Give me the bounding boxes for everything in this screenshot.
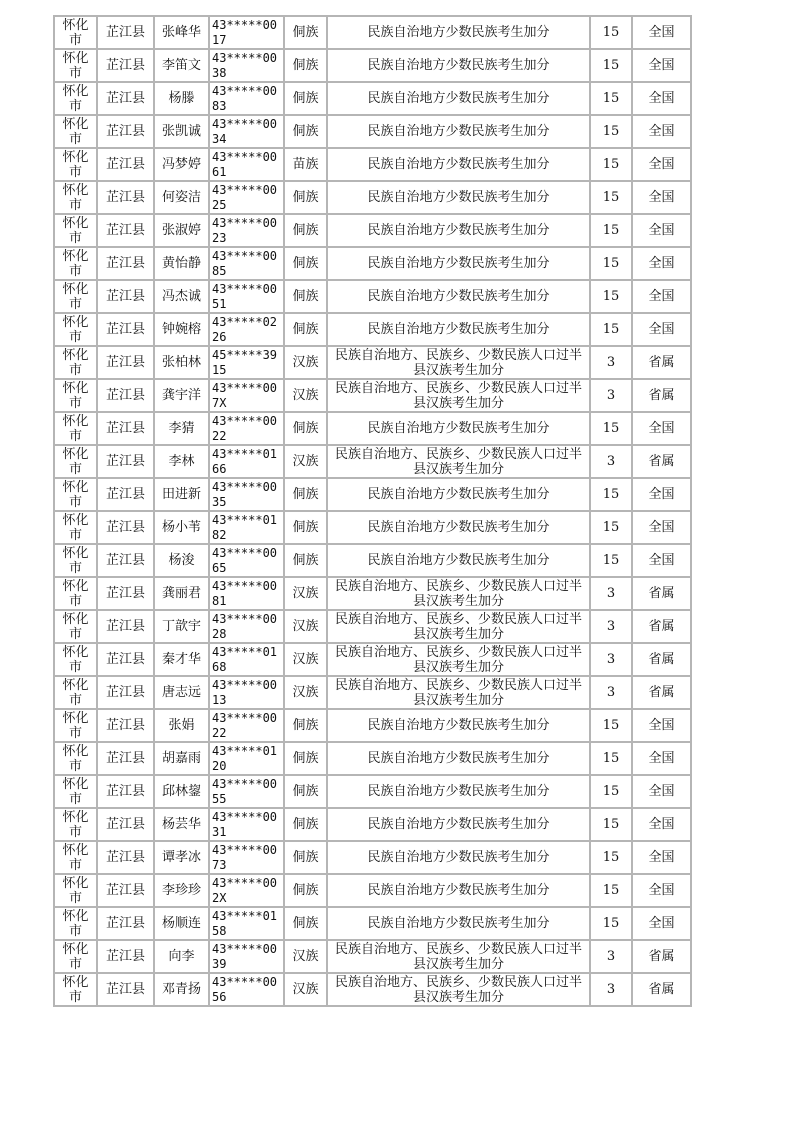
cell-city: 怀化市 [54, 511, 97, 544]
cell-county: 芷江县 [97, 49, 154, 82]
cell-city: 怀化市 [54, 247, 97, 280]
cell-points: 15 [590, 544, 632, 577]
cell-scope: 全国 [632, 511, 691, 544]
cell-name: 龚宇洋 [154, 379, 209, 412]
cell-ethnicity: 侗族 [284, 181, 327, 214]
table-row [54, 445, 691, 478]
cell-ethnicity: 侗族 [284, 907, 327, 940]
cell-county: 芷江县 [97, 676, 154, 709]
cell-policy: 民族自治地方少数民族考生加分 [327, 82, 590, 115]
table-row [54, 280, 691, 313]
cell-city: 怀化市 [54, 709, 97, 742]
cell-city: 怀化市 [54, 643, 97, 676]
cell-county: 芷江县 [97, 709, 154, 742]
table-row [54, 511, 691, 544]
table-row [54, 313, 691, 346]
cell-name: 田进新 [154, 478, 209, 511]
cell-policy: 民族自治地方少数民族考生加分 [327, 841, 590, 874]
table-row [54, 808, 691, 841]
cell-city: 怀化市 [54, 412, 97, 445]
cell-name: 李珍珍 [154, 874, 209, 907]
cell-city: 怀化市 [54, 115, 97, 148]
cell-name: 黄怡静 [154, 247, 209, 280]
cell-id: 43*****0061 [209, 148, 284, 181]
cell-name: 李笛文 [154, 49, 209, 82]
cell-scope: 全国 [632, 412, 691, 445]
cell-scope: 省属 [632, 973, 691, 1006]
cell-points: 3 [590, 676, 632, 709]
cell-name: 李林 [154, 445, 209, 478]
cell-points: 15 [590, 115, 632, 148]
table-body [54, 16, 691, 1006]
cell-id: 43*****0038 [209, 49, 284, 82]
cell-county: 芷江县 [97, 280, 154, 313]
cell-ethnicity: 侗族 [284, 511, 327, 544]
cell-scope: 省属 [632, 643, 691, 676]
cell-name: 张峰华 [154, 16, 209, 49]
cell-policy: 民族自治地方、民族乡、少数民族人口过半县汉族考生加分 [327, 346, 590, 379]
table-row [54, 379, 691, 412]
cell-policy: 民族自治地方少数民族考生加分 [327, 148, 590, 181]
cell-county: 芷江县 [97, 643, 154, 676]
cell-scope: 全国 [632, 115, 691, 148]
cell-scope: 全国 [632, 907, 691, 940]
cell-county: 芷江县 [97, 16, 154, 49]
cell-ethnicity: 侗族 [284, 478, 327, 511]
cell-scope: 全国 [632, 148, 691, 181]
cell-county: 芷江县 [97, 445, 154, 478]
cell-city: 怀化市 [54, 544, 97, 577]
cell-name: 唐志远 [154, 676, 209, 709]
cell-name: 冯杰诚 [154, 280, 209, 313]
cell-name: 杨浚 [154, 544, 209, 577]
cell-policy: 民族自治地方少数民族考生加分 [327, 280, 590, 313]
cell-scope: 全国 [632, 775, 691, 808]
cell-city: 怀化市 [54, 775, 97, 808]
cell-city: 怀化市 [54, 82, 97, 115]
cell-points: 3 [590, 610, 632, 643]
cell-city: 怀化市 [54, 280, 97, 313]
cell-name: 龚丽君 [154, 577, 209, 610]
cell-scope: 全国 [632, 181, 691, 214]
cell-city: 怀化市 [54, 610, 97, 643]
cell-county: 芷江县 [97, 346, 154, 379]
cell-id: 43*****0035 [209, 478, 284, 511]
table-row [54, 742, 691, 775]
cell-policy: 民族自治地方少数民族考生加分 [327, 214, 590, 247]
cell-id: 43*****0017 [209, 16, 284, 49]
cell-county: 芷江县 [97, 379, 154, 412]
cell-name: 杨滕 [154, 82, 209, 115]
cell-scope: 全国 [632, 841, 691, 874]
cell-ethnicity: 侗族 [284, 874, 327, 907]
cell-county: 芷江县 [97, 907, 154, 940]
cell-name: 秦才华 [154, 643, 209, 676]
table-row [54, 82, 691, 115]
cell-name: 邱林鋆 [154, 775, 209, 808]
table-row [54, 841, 691, 874]
cell-id: 43*****0085 [209, 247, 284, 280]
cell-points: 3 [590, 379, 632, 412]
table-row [54, 49, 691, 82]
cell-name: 杨顺连 [154, 907, 209, 940]
cell-ethnicity: 汉族 [284, 346, 327, 379]
cell-scope: 全国 [632, 214, 691, 247]
cell-points: 15 [590, 874, 632, 907]
cell-id: 43*****002X [209, 874, 284, 907]
cell-policy: 民族自治地方、民族乡、少数民族人口过半县汉族考生加分 [327, 643, 590, 676]
cell-name: 张淑婷 [154, 214, 209, 247]
cell-ethnicity: 侗族 [284, 214, 327, 247]
cell-county: 芷江县 [97, 313, 154, 346]
cell-name: 何姿洁 [154, 181, 209, 214]
cell-policy: 民族自治地方少数民族考生加分 [327, 544, 590, 577]
cell-points: 15 [590, 841, 632, 874]
cell-name: 冯梦婷 [154, 148, 209, 181]
cell-points: 3 [590, 940, 632, 973]
cell-points: 15 [590, 82, 632, 115]
cell-id: 43*****0051 [209, 280, 284, 313]
cell-city: 怀化市 [54, 16, 97, 49]
cell-county: 芷江县 [97, 610, 154, 643]
cell-scope: 省属 [632, 577, 691, 610]
cell-city: 怀化市 [54, 313, 97, 346]
table-row [54, 247, 691, 280]
cell-ethnicity: 汉族 [284, 610, 327, 643]
cell-id: 43*****0031 [209, 808, 284, 841]
cell-points: 15 [590, 247, 632, 280]
cell-scope: 全国 [632, 313, 691, 346]
cell-ethnicity: 侗族 [284, 49, 327, 82]
cell-city: 怀化市 [54, 577, 97, 610]
cell-id: 43*****0025 [209, 181, 284, 214]
cell-points: 15 [590, 709, 632, 742]
cell-policy: 民族自治地方少数民族考生加分 [327, 313, 590, 346]
cell-points: 15 [590, 742, 632, 775]
cell-county: 芷江县 [97, 577, 154, 610]
cell-id: 43*****0056 [209, 973, 284, 1006]
cell-id: 43*****0022 [209, 412, 284, 445]
cell-id: 43*****0083 [209, 82, 284, 115]
cell-policy: 民族自治地方、民族乡、少数民族人口过半县汉族考生加分 [327, 379, 590, 412]
cell-city: 怀化市 [54, 478, 97, 511]
cell-city: 怀化市 [54, 49, 97, 82]
cell-name: 张凯诚 [154, 115, 209, 148]
table-row [54, 544, 691, 577]
cell-scope: 省属 [632, 379, 691, 412]
cell-scope: 全国 [632, 808, 691, 841]
cell-policy: 民族自治地方少数民族考生加分 [327, 181, 590, 214]
cell-points: 3 [590, 577, 632, 610]
cell-scope: 全国 [632, 544, 691, 577]
cell-city: 怀化市 [54, 874, 97, 907]
cell-policy: 民族自治地方少数民族考生加分 [327, 49, 590, 82]
cell-ethnicity: 汉族 [284, 940, 327, 973]
cell-scope: 全国 [632, 709, 691, 742]
cell-ethnicity: 汉族 [284, 577, 327, 610]
cell-policy: 民族自治地方少数民族考生加分 [327, 874, 590, 907]
table-row [54, 940, 691, 973]
cell-city: 怀化市 [54, 676, 97, 709]
cell-id: 43*****0073 [209, 841, 284, 874]
cell-county: 芷江县 [97, 511, 154, 544]
cell-id: 43*****0034 [209, 115, 284, 148]
bonus-points-table [53, 15, 692, 1007]
cell-points: 15 [590, 280, 632, 313]
cell-county: 芷江县 [97, 841, 154, 874]
cell-county: 芷江县 [97, 82, 154, 115]
cell-scope: 全国 [632, 16, 691, 49]
cell-name: 邓青扬 [154, 973, 209, 1006]
cell-scope: 省属 [632, 346, 691, 379]
cell-county: 芷江县 [97, 115, 154, 148]
cell-ethnicity: 汉族 [284, 445, 327, 478]
cell-county: 芷江县 [97, 412, 154, 445]
cell-county: 芷江县 [97, 808, 154, 841]
cell-scope: 全国 [632, 280, 691, 313]
cell-scope: 省属 [632, 676, 691, 709]
cell-ethnicity: 汉族 [284, 973, 327, 1006]
cell-city: 怀化市 [54, 445, 97, 478]
cell-scope: 全国 [632, 478, 691, 511]
cell-county: 芷江县 [97, 742, 154, 775]
cell-ethnicity: 苗族 [284, 148, 327, 181]
cell-county: 芷江县 [97, 214, 154, 247]
cell-scope: 全国 [632, 82, 691, 115]
cell-id: 43*****0039 [209, 940, 284, 973]
cell-county: 芷江县 [97, 775, 154, 808]
cell-city: 怀化市 [54, 214, 97, 247]
table-row [54, 973, 691, 1006]
cell-points: 3 [590, 445, 632, 478]
cell-policy: 民族自治地方少数民族考生加分 [327, 907, 590, 940]
cell-points: 15 [590, 214, 632, 247]
cell-policy: 民族自治地方少数民族考生加分 [327, 808, 590, 841]
cell-points: 3 [590, 973, 632, 1006]
cell-scope: 全国 [632, 247, 691, 280]
cell-id: 43*****0081 [209, 577, 284, 610]
cell-ethnicity: 侗族 [284, 841, 327, 874]
cell-city: 怀化市 [54, 148, 97, 181]
cell-name: 丁歆宇 [154, 610, 209, 643]
cell-ethnicity: 侗族 [284, 775, 327, 808]
cell-county: 芷江县 [97, 940, 154, 973]
cell-points: 15 [590, 511, 632, 544]
cell-id: 43*****0168 [209, 643, 284, 676]
cell-policy: 民族自治地方少数民族考生加分 [327, 511, 590, 544]
cell-points: 15 [590, 808, 632, 841]
cell-name: 张娟 [154, 709, 209, 742]
cell-city: 怀化市 [54, 973, 97, 1006]
cell-ethnicity: 侗族 [284, 115, 327, 148]
cell-name: 谭孝冰 [154, 841, 209, 874]
cell-ethnicity: 侗族 [284, 709, 327, 742]
cell-id: 43*****0023 [209, 214, 284, 247]
cell-points: 3 [590, 643, 632, 676]
table-row [54, 148, 691, 181]
cell-policy: 民族自治地方少数民族考生加分 [327, 115, 590, 148]
cell-policy: 民族自治地方少数民族考生加分 [327, 247, 590, 280]
cell-ethnicity: 汉族 [284, 643, 327, 676]
cell-points: 15 [590, 181, 632, 214]
cell-county: 芷江县 [97, 247, 154, 280]
cell-points: 15 [590, 148, 632, 181]
cell-id: 43*****0028 [209, 610, 284, 643]
cell-scope: 全国 [632, 874, 691, 907]
table-row [54, 214, 691, 247]
cell-policy: 民族自治地方、民族乡、少数民族人口过半县汉族考生加分 [327, 973, 590, 1006]
cell-city: 怀化市 [54, 841, 97, 874]
table-row [54, 709, 691, 742]
cell-id: 43*****0120 [209, 742, 284, 775]
table-row [54, 907, 691, 940]
cell-name: 向李 [154, 940, 209, 973]
cell-points: 15 [590, 775, 632, 808]
cell-ethnicity: 侗族 [284, 247, 327, 280]
cell-city: 怀化市 [54, 346, 97, 379]
cell-policy: 民族自治地方、民族乡、少数民族人口过半县汉族考生加分 [327, 610, 590, 643]
cell-ethnicity: 侗族 [284, 82, 327, 115]
cell-city: 怀化市 [54, 181, 97, 214]
cell-points: 15 [590, 313, 632, 346]
table-row [54, 346, 691, 379]
cell-policy: 民族自治地方、民族乡、少数民族人口过半县汉族考生加分 [327, 676, 590, 709]
cell-ethnicity: 侗族 [284, 742, 327, 775]
cell-county: 芷江县 [97, 478, 154, 511]
table-row [54, 643, 691, 676]
cell-county: 芷江县 [97, 544, 154, 577]
cell-name: 杨芸华 [154, 808, 209, 841]
cell-policy: 民族自治地方、民族乡、少数民族人口过半县汉族考生加分 [327, 577, 590, 610]
cell-name: 胡嘉雨 [154, 742, 209, 775]
cell-ethnicity: 侗族 [284, 280, 327, 313]
cell-points: 15 [590, 49, 632, 82]
cell-county: 芷江县 [97, 874, 154, 907]
cell-policy: 民族自治地方、民族乡、少数民族人口过半县汉族考生加分 [327, 445, 590, 478]
cell-policy: 民族自治地方少数民族考生加分 [327, 16, 590, 49]
cell-id: 45*****3915 [209, 346, 284, 379]
cell-ethnicity: 侗族 [284, 808, 327, 841]
cell-county: 芷江县 [97, 148, 154, 181]
cell-policy: 民族自治地方少数民族考生加分 [327, 742, 590, 775]
cell-id: 43*****0182 [209, 511, 284, 544]
table-row [54, 577, 691, 610]
cell-points: 15 [590, 16, 632, 49]
table-row [54, 115, 691, 148]
cell-name: 钟婉榕 [154, 313, 209, 346]
cell-id: 43*****0166 [209, 445, 284, 478]
cell-city: 怀化市 [54, 808, 97, 841]
cell-policy: 民族自治地方少数民族考生加分 [327, 412, 590, 445]
table-row [54, 478, 691, 511]
cell-scope: 省属 [632, 940, 691, 973]
cell-points: 15 [590, 907, 632, 940]
cell-county: 芷江县 [97, 181, 154, 214]
cell-ethnicity: 汉族 [284, 676, 327, 709]
cell-points: 15 [590, 412, 632, 445]
cell-ethnicity: 侗族 [284, 544, 327, 577]
table-row [54, 412, 691, 445]
cell-name: 张柏林 [154, 346, 209, 379]
cell-ethnicity: 侗族 [284, 313, 327, 346]
cell-id: 43*****0013 [209, 676, 284, 709]
table-row [54, 181, 691, 214]
cell-ethnicity: 侗族 [284, 16, 327, 49]
cell-policy: 民族自治地方、民族乡、少数民族人口过半县汉族考生加分 [327, 940, 590, 973]
cell-id: 43*****0055 [209, 775, 284, 808]
cell-policy: 民族自治地方少数民族考生加分 [327, 478, 590, 511]
cell-ethnicity: 侗族 [284, 412, 327, 445]
cell-id: 43*****0022 [209, 709, 284, 742]
cell-id: 43*****007X [209, 379, 284, 412]
cell-id: 43*****0065 [209, 544, 284, 577]
table-row [54, 16, 691, 49]
cell-policy: 民族自治地方少数民族考生加分 [327, 709, 590, 742]
cell-scope: 全国 [632, 742, 691, 775]
cell-name: 李猜 [154, 412, 209, 445]
cell-name: 杨小苇 [154, 511, 209, 544]
table-row [54, 610, 691, 643]
cell-city: 怀化市 [54, 742, 97, 775]
cell-points: 3 [590, 346, 632, 379]
cell-city: 怀化市 [54, 940, 97, 973]
cell-scope: 省属 [632, 445, 691, 478]
table-row [54, 676, 691, 709]
cell-ethnicity: 汉族 [284, 379, 327, 412]
cell-city: 怀化市 [54, 379, 97, 412]
table-row [54, 874, 691, 907]
cell-id: 43*****0158 [209, 907, 284, 940]
cell-scope: 全国 [632, 49, 691, 82]
table-row [54, 775, 691, 808]
cell-scope: 省属 [632, 610, 691, 643]
cell-city: 怀化市 [54, 907, 97, 940]
cell-points: 15 [590, 478, 632, 511]
cell-county: 芷江县 [97, 973, 154, 1006]
cell-policy: 民族自治地方少数民族考生加分 [327, 775, 590, 808]
cell-id: 43*****0226 [209, 313, 284, 346]
